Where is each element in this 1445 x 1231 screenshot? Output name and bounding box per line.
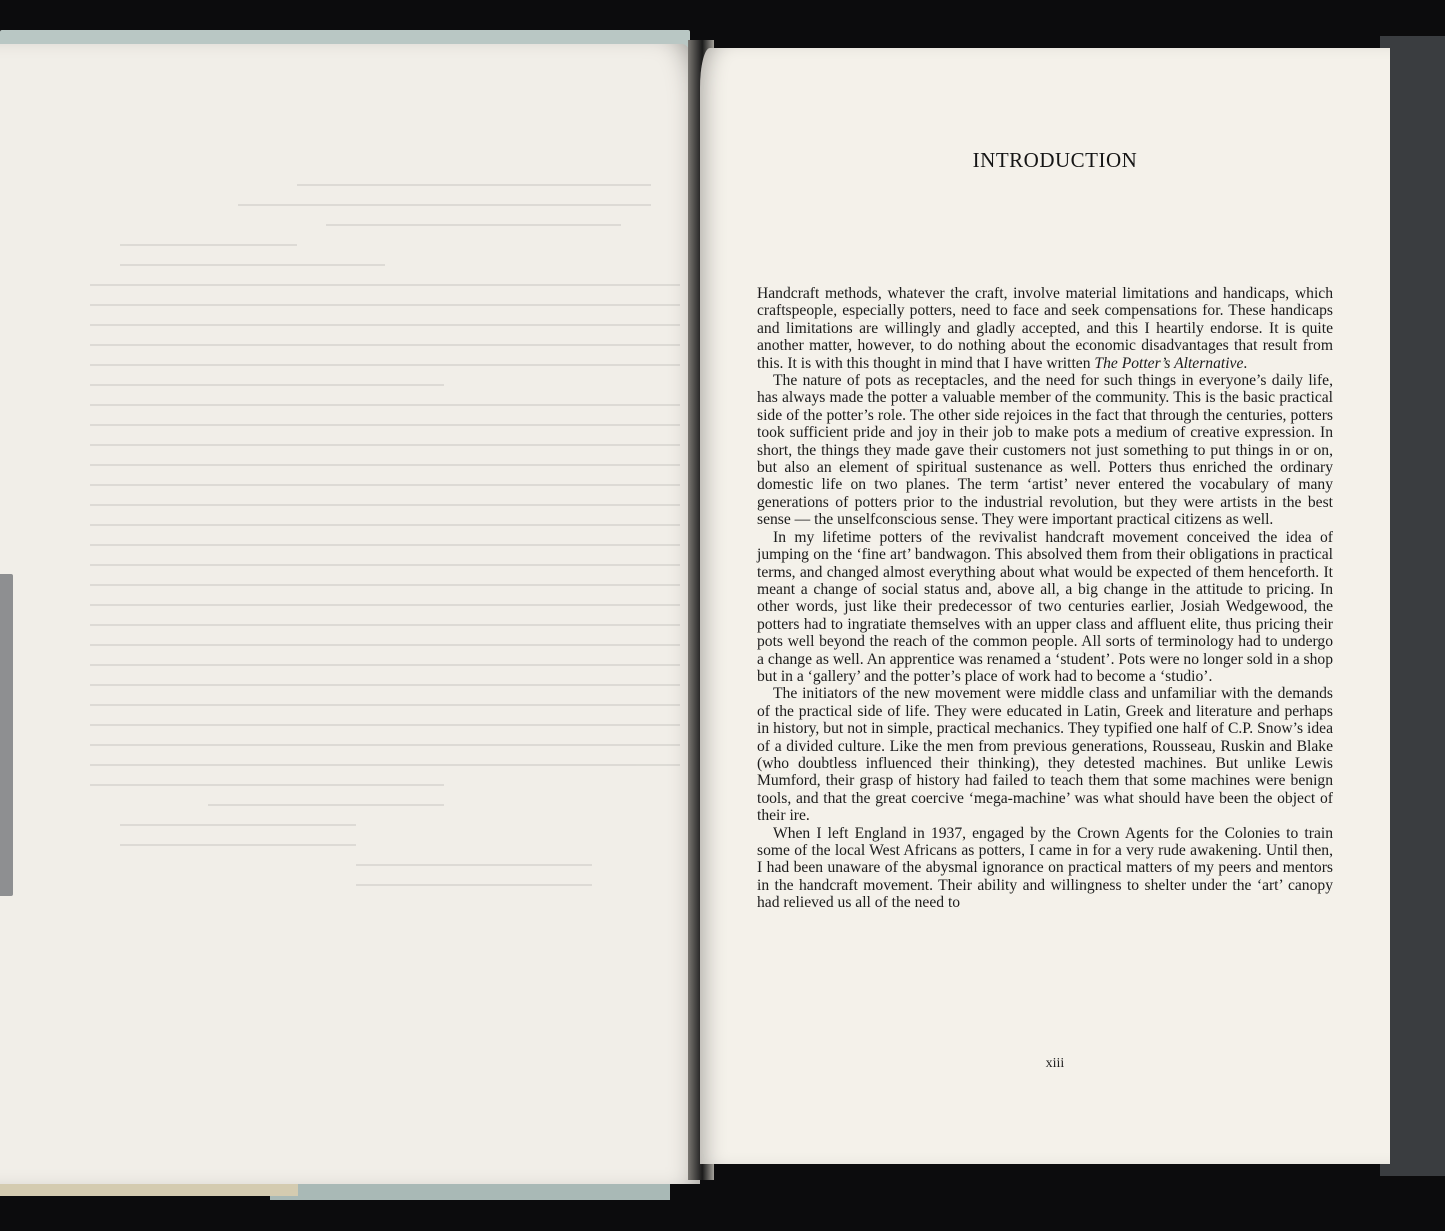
- bookmark-ribbon: [0, 574, 13, 896]
- right-page: [700, 48, 1390, 1164]
- paragraph: The initiators of the new movement were middle class and unfamiliar with the demands of the practical side of life. They were educated in Latin, Greek and literature and perhaps in history, but not in simple, practical mechanics. They typified one half of C.P. Snow’s idea of a divided culture. Like the men from previous generations, Rousseau, Ruskin and Blake (who doubtless influenced their thinking), they detested machines. But unlike Lewis Mumford, their grasp of history had failed to teach them that some machines were benign tools, and that the great coercive ‘mega-machine’ was what should have been the object of their ire.: [757, 685, 1333, 825]
- paragraph: In my lifetime potters of the revivalist handcraft movement conceived the idea of jumping on the ‘fine art’ bandwagon. This absolved them from their obligations in practical terms, and changed almost everything about what would be expected of them henceforth. It meant a change of social status and, above all, a big change in the attitude to pricing. In other words, just like their predecessor of two centuries earlier, Josiah Wedgewood, the potters had to ingratiate themselves with an upper class and affluent elite, thus pricing their pots well beyond the reach of the common people. All sorts of terminology had to undergo a change as well. An apprentice was renamed a ‘student’. Pots were no longer sold in a shop but in a ‘gallery’ and the potter’s place of work had to become a ‘studio’.: [757, 528, 1333, 685]
- body-text: [757, 285, 1333, 912]
- paragraph: Handcraft methods, whatever the craft, involve material limitations and handicaps, which craftspeople, especially potters, need to face and seek compensations for. These handicaps and limitations are willingly and gladly accepted, and this I heartily endorse. It is quite another matter, however, to do nothing about the economic disadvantages that result from this. It is with this thought in mind that I have written The Potter’s Alternative.: [757, 285, 1333, 372]
- show-through-text: [90, 184, 680, 1084]
- page-number: xiii: [1045, 1056, 1065, 1071]
- paragraph: When I left England in 1937, engaged by the Crown Agents for the Colonies to train some of the local West Africans as potters, I came in for a very rude awakening. Until then, I had been unaware of the abysmal ignorance on practical matters of my peers and mentors in the handcraft movement. Their ability and willingness to shelter under the ‘art’ canopy had relieved us all of the need to: [757, 824, 1333, 912]
- left-page: [0, 44, 700, 1184]
- paragraph: The nature of pots as receptacles, and the need for such things in everyone’s daily life, has always made the potter a valuable member of the community. This is the basic practical side of the potter’s role. The other side rejoices in the fact that through the centuries, potters took sufficient pride and joy in their job to make pots a medium of creative expression. In short, the things they made gave their customers not just something to put things in or on, but also an element of spiritual sustenance as well. Potters thus enriched the ordinary domestic life on two planes. The term ‘artist’ never entered the vocabulary of many generations of potters prior to the industrial revolution, but they were artists in the best sense — the unselfconscious sense. They were important practical citizens as well.: [757, 372, 1333, 529]
- book-title: The Potter’s Alternative: [1094, 354, 1244, 372]
- chapter-heading: INTRODUCTION: [972, 148, 1138, 172]
